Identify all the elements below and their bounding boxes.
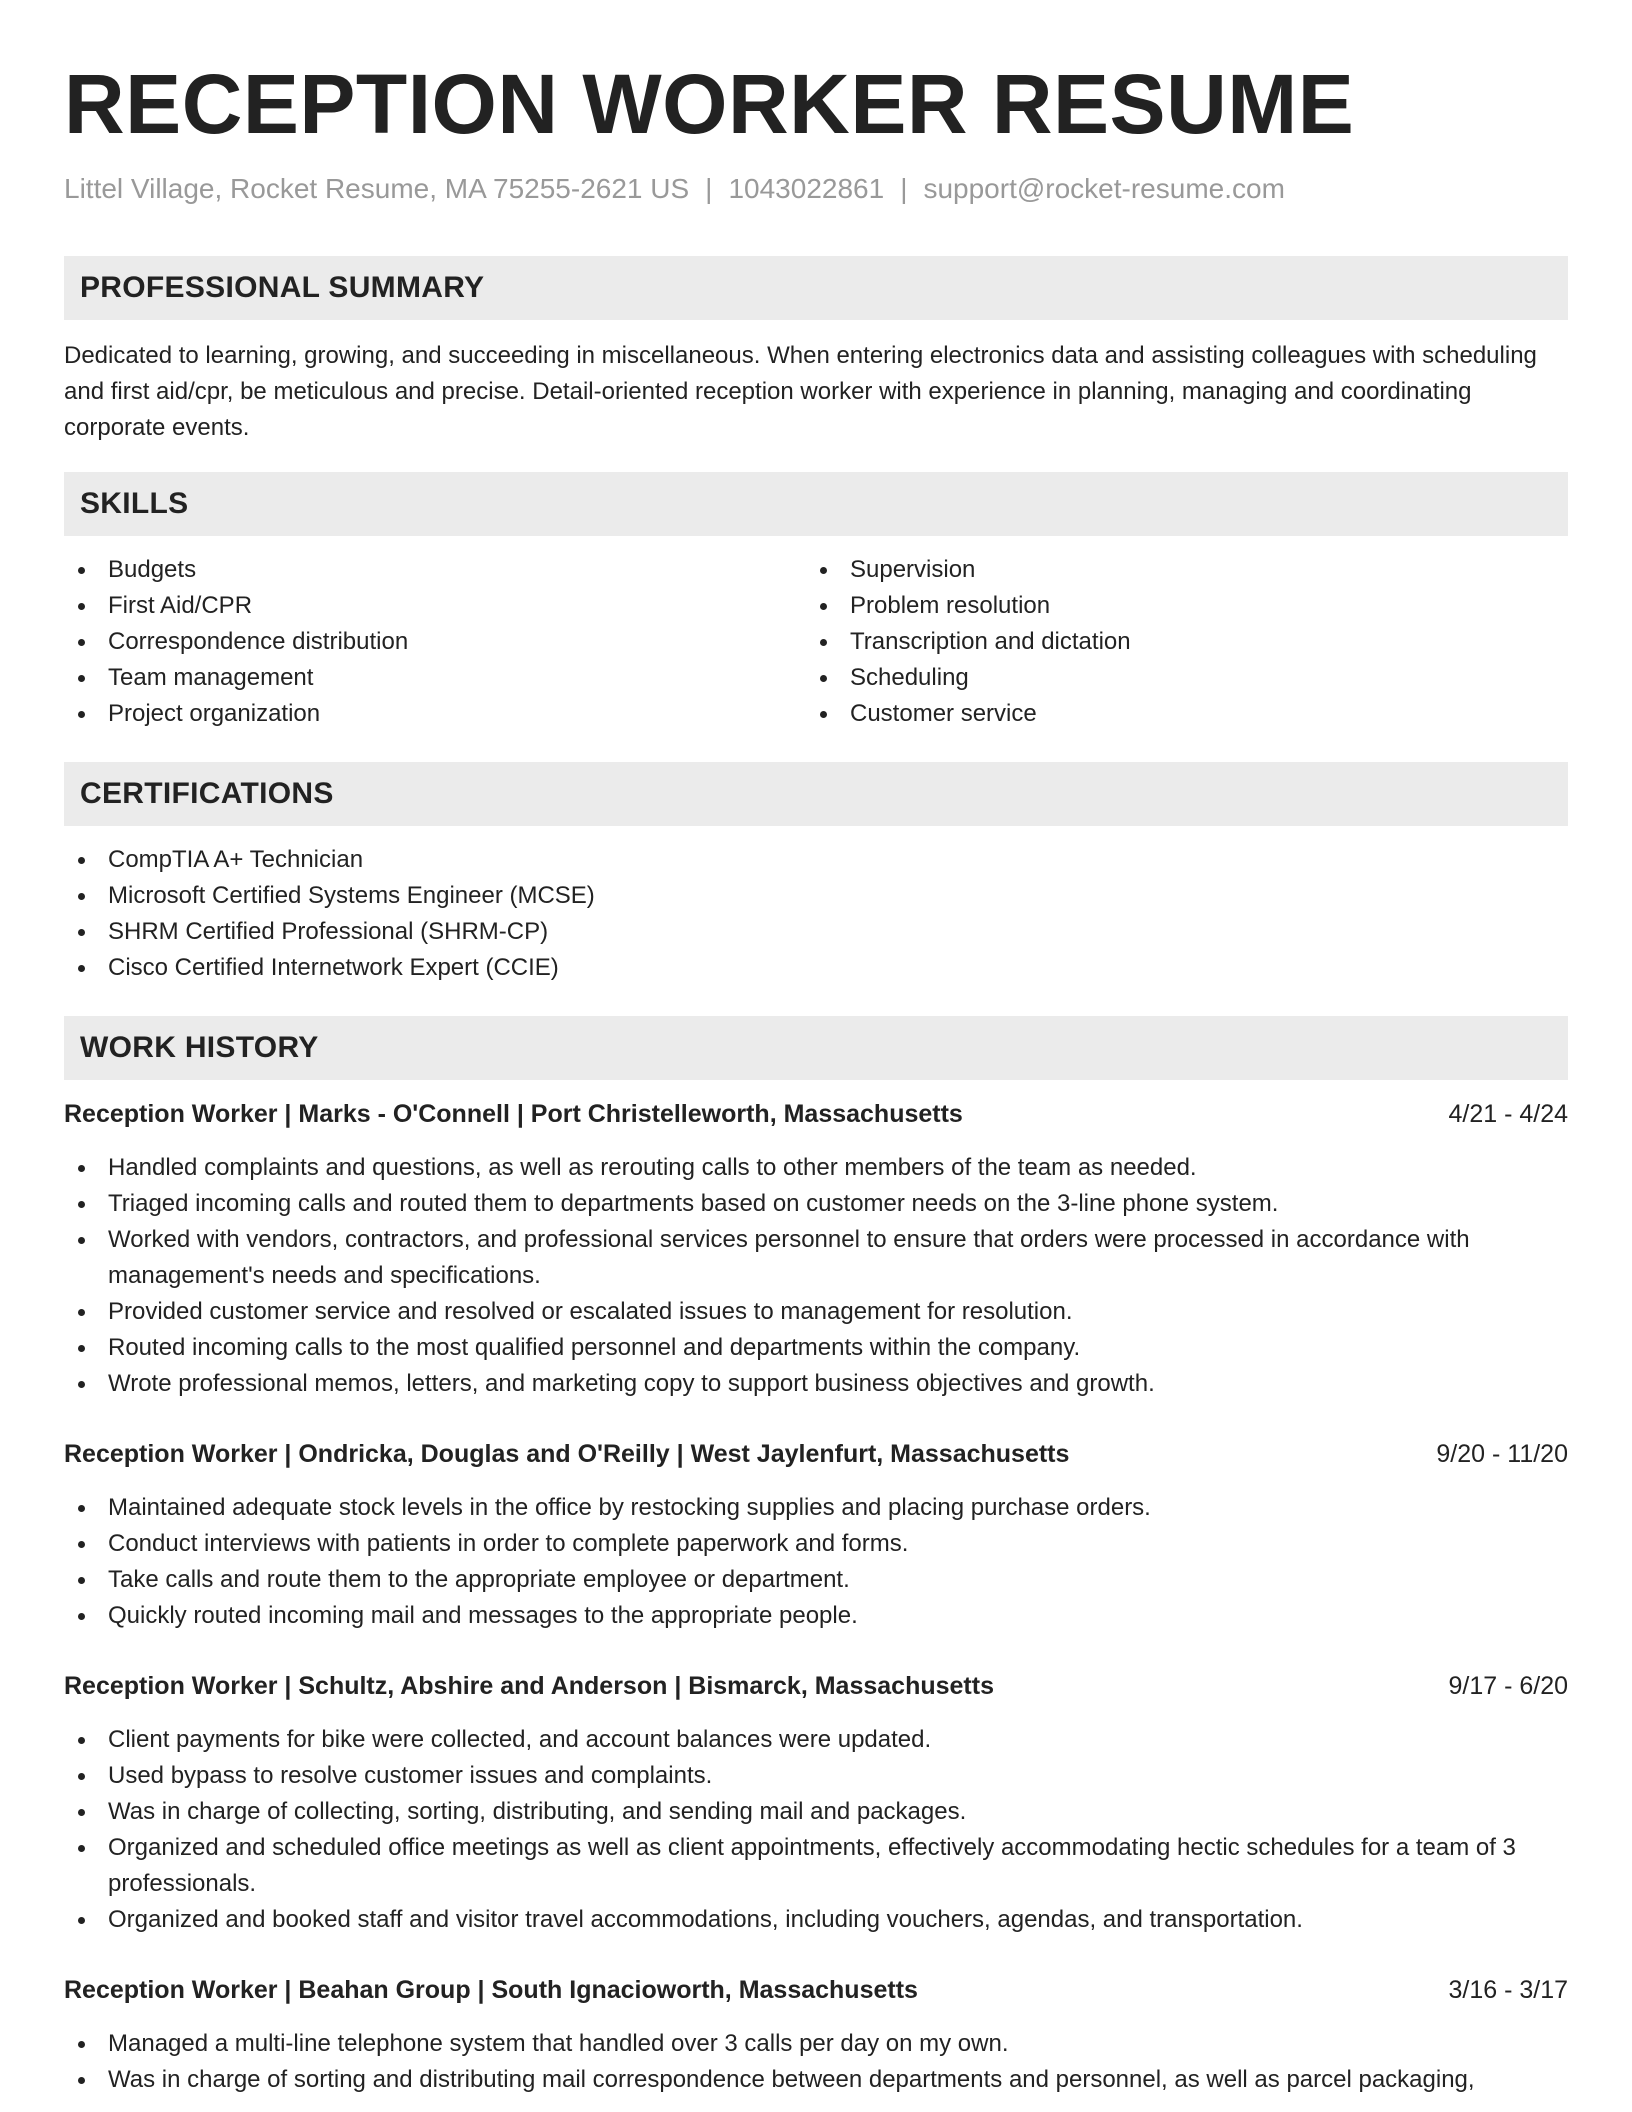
skills-heading: SKILLS xyxy=(64,472,1568,536)
duty-item: Was in charge of collecting, sorting, distributing, and sending mail and packages. xyxy=(64,1794,1568,1830)
certification-item: Microsoft Certified Systems Engineer (MCSE) xyxy=(64,878,1568,914)
contact-line xyxy=(64,172,1568,206)
work-history-section xyxy=(64,1016,1568,2098)
job-title: Reception Worker | Schultz, Abshire and Anderson | Bismarck, Massachusetts xyxy=(64,1672,994,1700)
duty-item: Managed a multi-line telephone system that handled over 3 calls per day on my own. xyxy=(64,2026,1568,2062)
contact-phone: 1043022861 xyxy=(728,173,885,204)
duty-item: Quickly routed incoming mail and messages to the appropriate people. xyxy=(64,1598,1568,1634)
job-dates: 9/20 - 11/20 xyxy=(1436,1440,1568,1468)
job-header xyxy=(64,1972,1568,2008)
duty-item: Maintained adequate stock levels in the office by restocking supplies and placing purchase orders. xyxy=(64,1490,1568,1526)
skills-list-left xyxy=(64,552,806,732)
duty-item: Was in charge of sorting and distributing mail correspondence between departments and personnel, as well as parcel packaging, xyxy=(64,2062,1568,2098)
contact-separator: | xyxy=(900,173,908,204)
job-title: Reception Worker | Ondricka, Douglas and O'Reilly | West Jaylenfurt, Massachusetts xyxy=(64,1440,1070,1468)
duty-item: Take calls and route them to the appropriate employee or department. xyxy=(64,1562,1568,1598)
skill-item: Budgets xyxy=(64,552,806,588)
certifications-list xyxy=(64,842,1568,986)
job-header xyxy=(64,1096,1568,1132)
skill-item: Problem resolution xyxy=(806,588,1548,624)
job-entry xyxy=(64,1436,1568,1634)
skill-item: Scheduling xyxy=(806,660,1548,696)
job-duties xyxy=(64,2026,1568,2098)
contact-email: support@rocket-resume.com xyxy=(923,173,1285,204)
job-title: Reception Worker | Marks - O'Connell | Port Christelleworth, Massachusetts xyxy=(64,1100,963,1128)
skill-item: Transcription and dictation xyxy=(806,624,1548,660)
certifications-heading: CERTIFICATIONS xyxy=(64,762,1568,826)
summary-heading: PROFESSIONAL SUMMARY xyxy=(64,256,1568,320)
duty-item: Wrote professional memos, letters, and marketing copy to support business objectives and growth. xyxy=(64,1366,1568,1402)
job-header xyxy=(64,1436,1568,1472)
certification-item: Cisco Certified Internetwork Expert (CCIE) xyxy=(64,950,1568,986)
duty-item: Used bypass to resolve customer issues and complaints. xyxy=(64,1758,1568,1794)
duty-item: Triaged incoming calls and routed them to departments based on customer needs on the 3-line phone system. xyxy=(64,1186,1568,1222)
skill-item: Supervision xyxy=(806,552,1548,588)
duty-item: Organized and booked staff and visitor travel accommodations, including vouchers, agendas, and transportation. xyxy=(64,1902,1568,1938)
work-history-heading: WORK HISTORY xyxy=(64,1016,1568,1080)
skill-item: Correspondence distribution xyxy=(64,624,806,660)
resume-title: RECEPTION WORKER RESUME xyxy=(64,57,1355,151)
duty-item: Organized and scheduled office meetings as well as client appointments, effectively accommodating hectic schedules for a team of 3 professionals. xyxy=(64,1830,1568,1902)
job-duties xyxy=(64,1722,1568,1938)
summary-section xyxy=(64,256,1568,446)
skill-item: First Aid/CPR xyxy=(64,588,806,624)
duty-item: Provided customer service and resolved or escalated issues to management for resolution. xyxy=(64,1294,1568,1330)
duty-item: Handled complaints and questions, as well as rerouting calls to other members of the team as needed. xyxy=(64,1150,1568,1186)
job-entry xyxy=(64,1096,1568,1402)
certifications-section xyxy=(64,762,1568,986)
duty-item: Routed incoming calls to the most qualified personnel and departments within the company. xyxy=(64,1330,1568,1366)
skill-item: Project organization xyxy=(64,696,806,732)
skills-section xyxy=(64,472,1568,732)
skill-item: Customer service xyxy=(806,696,1548,732)
skills-columns xyxy=(64,552,1568,732)
job-title: Reception Worker | Beahan Group | South Ignacioworth, Massachusetts xyxy=(64,1976,918,2004)
job-dates: 4/21 - 4/24 xyxy=(1448,1100,1568,1128)
job-duties xyxy=(64,1150,1568,1402)
duty-item: Worked with vendors, contractors, and professional services personnel to ensure that orders were processed in accordance with management's needs and specifications. xyxy=(64,1222,1568,1294)
duty-item: Client payments for bike were collected, and account balances were updated. xyxy=(64,1722,1568,1758)
job-header xyxy=(64,1668,1568,1704)
job-duties xyxy=(64,1490,1568,1634)
job-dates: 9/17 - 6/20 xyxy=(1448,1672,1568,1700)
skill-item: Team management xyxy=(64,660,806,696)
job-entry xyxy=(64,1668,1568,1938)
certification-item: SHRM Certified Professional (SHRM-CP) xyxy=(64,914,1568,950)
duty-item: Conduct interviews with patients in order to complete paperwork and forms. xyxy=(64,1526,1568,1562)
job-dates: 3/16 - 3/17 xyxy=(1448,1976,1568,2004)
contact-separator: | xyxy=(705,173,713,204)
job-entry xyxy=(64,1972,1568,2098)
summary-text: Dedicated to learning, growing, and succeeding in miscellaneous. When entering electronics data and assisting colleagues with scheduling and first aid/cpr, be meticulous and precise. Detail-oriented reception worker with experience in planning, managing and coordinating corporate events. xyxy=(64,342,1537,441)
certification-item: CompTIA A+ Technician xyxy=(64,842,1568,878)
skills-list-right xyxy=(806,552,1548,732)
contact-address: Littel Village, Rocket Resume, MA 75255-2621 US xyxy=(64,173,690,204)
resume-page xyxy=(64,0,1568,2098)
